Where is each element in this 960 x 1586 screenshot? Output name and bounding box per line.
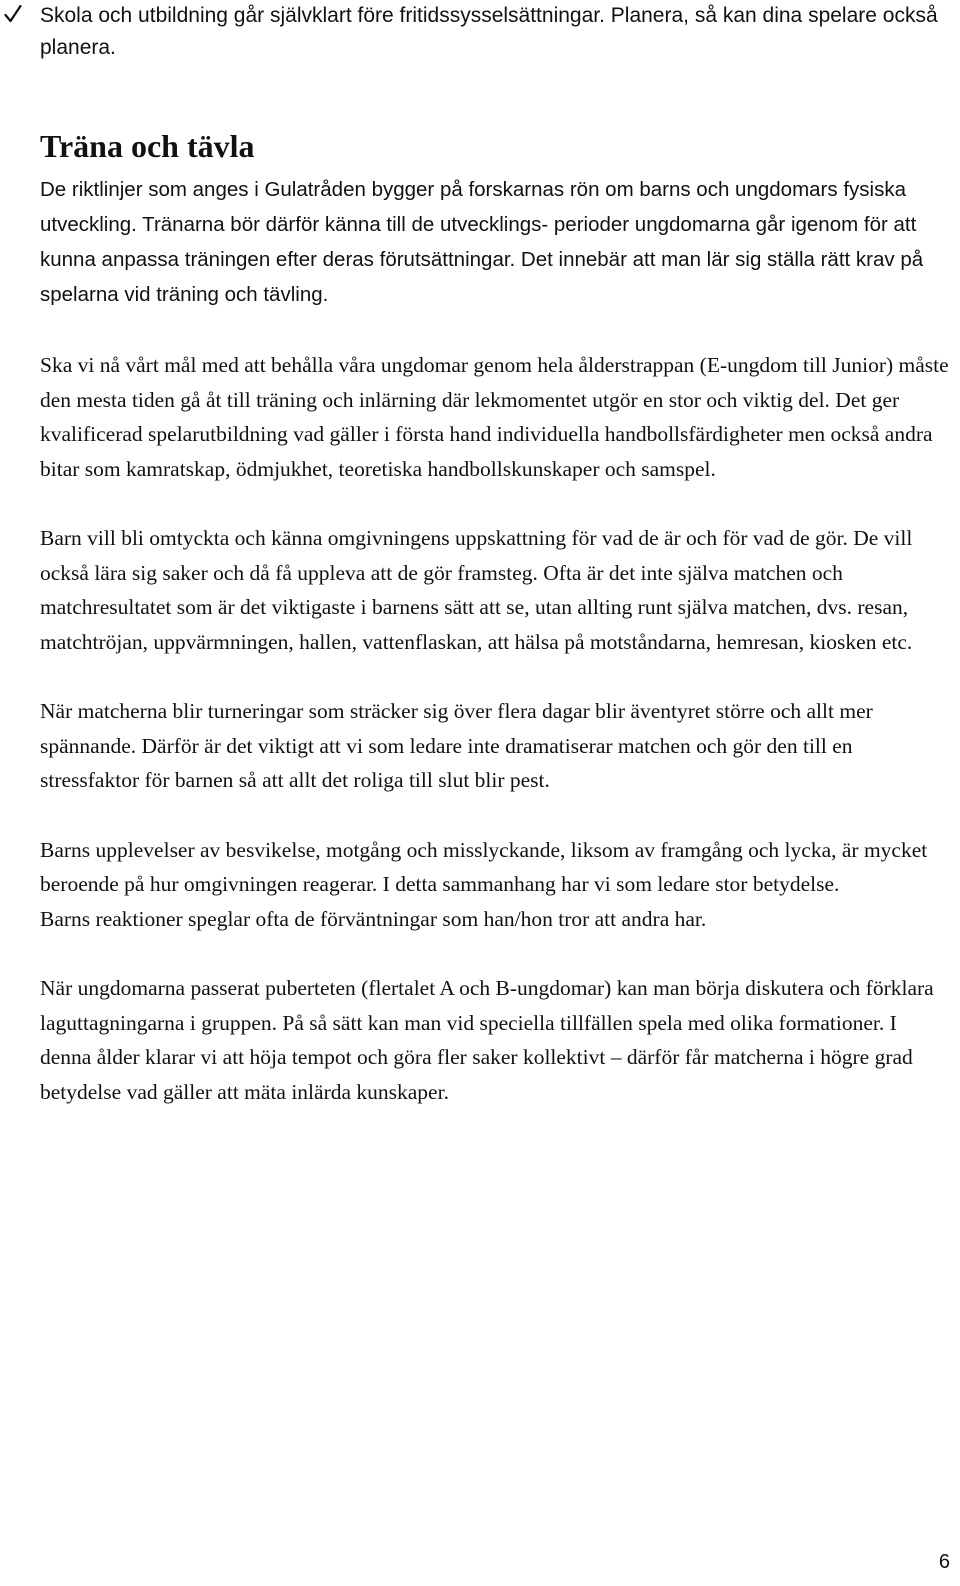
page-number: 6 bbox=[938, 1551, 950, 1573]
intro-paragraph: De riktlinjer som anges i Gulatråden bygger på forskarnas rön om barns och ungdomars fysiska utveckling. Tränarna bör därför känna till de utvecklings- perioder ungdomarna går igenom för att kunna anpassa träningen efter deras förutsättningar. Det innebär att man lär sig ställa rätt krav på spelarna vid träning och tävling. bbox=[40, 178, 924, 306]
section-heading: Träna och tävla bbox=[40, 128, 255, 164]
paragraph: När ungdomarna passerat puberteten (flertalet A och B-ungdomar) kan man börja diskutera och förklara laguttagningarna i gruppen. På så sätt kan man vid speciella tillfällen spela med olika formationer. I denna ålder klarar vi att höja tempot och göra fler saker kollektivt – därför får matcherna i högre grad betydelse vad gäller att mäta inlärda kunskaper. bbox=[40, 976, 934, 1104]
checkmark-icon bbox=[4, 4, 22, 24]
checklist-item-text: Skola och utbildning går självklart före fritidssysselsättningar. Planera, så kan dina spelare också planera. bbox=[40, 4, 938, 59]
paragraph: Ska vi nå vårt mål med att behålla våra ungdomar genom hela ålderstrappan (E-ungdom till Junior) måste den mesta tiden gå åt till träning och inlärning där lekmomentet utgör en stor och viktig del. Det ger kvalificerad spelarutbildning vad gäller i första hand individuella handbollsfärdigheter men också andra bitar som kamratskap, ödmjukhet, teoretiska handbollskunskaper och samspel. bbox=[40, 353, 949, 481]
body-text bbox=[40, 348, 952, 1144]
checklist-item bbox=[4, 0, 944, 64]
paragraph: Barns reaktioner speglar ofta de förväntningar som han/hon tror att andra har. bbox=[40, 906, 707, 931]
paragraph: Barn vill bli omtyckta och känna omgivningens uppskattning för vad de är och för vad de gör. De vill också lära sig saker och då få uppleva att de gör framsteg. Ofta är det inte själva matchen och matchresultatet som är det viktigaste i barnens sätt att se, utan allting runt själva matchen, dvs. resan, matchtröjan, uppvärmningen, hallen, vattenflaskan, att hälsa på motståndarna, hemresan, kiosken etc. bbox=[40, 526, 913, 654]
paragraph: När matcherna blir turneringar som sträcker sig över flera dagar blir äventyret större och allt mer spännande. Därför är det viktigt att vi som ledare inte dramatiserar matchen och gör den till en stressfaktor för barnen så att allt det roliga till slut blir pest. bbox=[40, 699, 873, 792]
paragraph: Barns upplevelser av besvikelse, motgång och misslyckande, liksom av framgång och lycka, är mycket beroende på hur omgivningen reagerar. I detta sammanhang har vi som ledare stor betydelse. bbox=[40, 837, 928, 896]
